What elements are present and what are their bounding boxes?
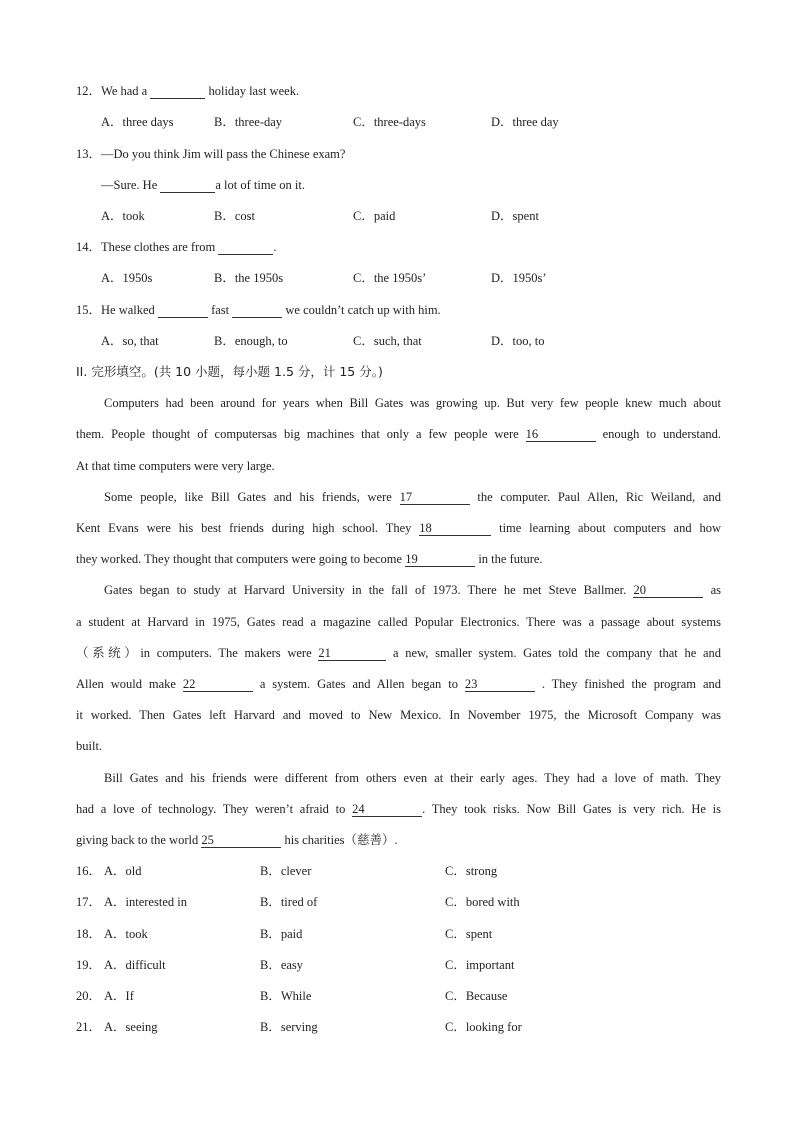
cloze-blank-20: 20 bbox=[633, 583, 703, 598]
option-b: B．paid bbox=[260, 927, 303, 941]
option-a: A．interested in bbox=[104, 895, 187, 909]
cloze-blank-25: 25 bbox=[201, 833, 281, 848]
cloze-blank-17: 17 bbox=[400, 490, 470, 505]
cloze-blank-16: 16 bbox=[526, 427, 596, 442]
option-d: D．1950s’ bbox=[491, 271, 547, 285]
passage-text: a new, smaller system. Gates told the company that he and bbox=[393, 646, 721, 660]
passage-text: . They finished the program and bbox=[541, 677, 722, 691]
answer-blank bbox=[160, 178, 215, 193]
question-number: 18． bbox=[76, 927, 102, 941]
question-13 bbox=[76, 146, 345, 162]
cloze-blank-22: 22 bbox=[183, 677, 253, 692]
question-number: 12． bbox=[76, 84, 102, 98]
option-c: C．the 1950s’ bbox=[353, 271, 427, 285]
cloze-blank-19: 19 bbox=[405, 552, 475, 567]
question-number: 15． bbox=[76, 303, 102, 317]
passage-line: a student at Harvard in 1975, Gates read a magazine called Popular Electronics. There was a passage about systems bbox=[76, 615, 721, 629]
option-b: B．While bbox=[260, 989, 312, 1003]
option-c: C．paid bbox=[353, 209, 396, 223]
passage-line bbox=[76, 426, 721, 442]
passage-line: it worked. Then Gates left Harvard and moved to New Mexico. In November 1975, the Microsoft Company was bbox=[76, 708, 721, 722]
question-stem: —Sure. He bbox=[101, 178, 158, 192]
option-a: A．took bbox=[104, 927, 148, 941]
option-c: C．bored with bbox=[445, 895, 520, 909]
option-c: C．Because bbox=[445, 989, 508, 1003]
option-b: B．clever bbox=[260, 864, 312, 878]
passage-line bbox=[104, 582, 721, 598]
passage-line bbox=[76, 676, 721, 692]
passage-text: had a love of technology. They weren’t afraid to bbox=[76, 802, 346, 816]
question-number: 14． bbox=[76, 240, 102, 254]
option-b: B．tired of bbox=[260, 895, 318, 909]
passage-line bbox=[76, 645, 721, 661]
passage-text: giving back to the world bbox=[76, 833, 199, 847]
question-15 bbox=[76, 302, 441, 318]
answer-blank bbox=[150, 84, 205, 99]
option-c: C．spent bbox=[445, 927, 493, 941]
passage-line bbox=[76, 832, 721, 848]
question-number: 16． bbox=[76, 864, 102, 878]
section-title: II. 完形填空。(共 10 小题，每小题 1.5 分，计 15 分。) bbox=[76, 364, 383, 379]
passage-line bbox=[76, 520, 721, 536]
option-c: C．such, that bbox=[353, 334, 422, 348]
question-number: 17． bbox=[76, 895, 102, 909]
option-c: C．looking for bbox=[445, 1020, 522, 1034]
option-b: B．easy bbox=[260, 958, 304, 972]
question-number: 19． bbox=[76, 958, 102, 972]
passage-text: Kent Evans were his best friends during high school. They bbox=[76, 521, 412, 535]
option-c: C．important bbox=[445, 958, 515, 972]
option-c: C．three-days bbox=[353, 115, 426, 129]
question-stem: holiday last week. bbox=[208, 84, 300, 98]
question-14 bbox=[76, 239, 276, 255]
passage-text: Gates began to study at Harvard University in the fall of 1973. There he met Steve Ballmer. bbox=[104, 583, 627, 597]
passage-text: his charities（慈善）. bbox=[284, 833, 398, 847]
question-number: 13． bbox=[76, 147, 102, 161]
option-a: A．difficult bbox=[104, 958, 166, 972]
option-c: C．strong bbox=[445, 864, 498, 878]
answer-blank bbox=[218, 240, 273, 255]
option-b: B．the 1950s bbox=[214, 271, 284, 285]
cloze-blank-24: 24 bbox=[352, 802, 422, 817]
passage-text: Allen would make bbox=[76, 677, 176, 691]
passage-line: Computers had been around for years when Bill Gates was growing up. But very few people knew much about bbox=[104, 396, 721, 410]
passage-text: time learning about computers and how bbox=[499, 521, 721, 535]
passage-text: in the future. bbox=[478, 552, 543, 566]
option-a: A．so, that bbox=[101, 334, 159, 348]
option-a: A．old bbox=[104, 864, 142, 878]
passage-text: a system. Gates and Allen began to bbox=[259, 677, 458, 691]
answer-blank bbox=[232, 303, 282, 318]
option-a: A．three days bbox=[101, 115, 174, 129]
question-number: 20． bbox=[76, 989, 102, 1003]
passage-text: they worked. They thought that computers were going to become bbox=[76, 552, 403, 566]
option-b: B．enough, to bbox=[214, 334, 288, 348]
question-stem: we couldn’t catch up with him. bbox=[285, 303, 441, 317]
cloze-blank-23: 23 bbox=[465, 677, 535, 692]
question-stem: a lot of time on it. bbox=[215, 178, 305, 192]
passage-text: （系统）in computers. The makers were bbox=[76, 646, 312, 660]
answer-blank bbox=[158, 303, 208, 318]
cloze-blank-21: 21 bbox=[318, 646, 386, 661]
question-stem: He walked bbox=[101, 303, 155, 317]
passage-line: Bill Gates and his friends were different from others even at their early ages. They had a love of math. They bbox=[104, 771, 721, 785]
passage-line bbox=[76, 801, 721, 817]
passage-line bbox=[76, 551, 721, 567]
question-stem: . bbox=[273, 240, 277, 254]
passage-text: enough to understand. bbox=[602, 427, 722, 441]
passage-line: built. bbox=[76, 739, 103, 753]
option-b: B．serving bbox=[260, 1020, 318, 1034]
passage-line bbox=[104, 489, 721, 505]
question-stem: These clothes are from bbox=[101, 240, 216, 254]
option-a: A．seeing bbox=[104, 1020, 158, 1034]
question-stem: fast bbox=[211, 303, 230, 317]
option-a: A．took bbox=[101, 209, 145, 223]
option-d: D．three day bbox=[491, 115, 559, 129]
option-b: B．three-day bbox=[214, 115, 283, 129]
question-number: 21． bbox=[76, 1020, 102, 1034]
passage-text: them. People thought of computersas big machines that only a few people were bbox=[76, 427, 519, 441]
question-stem: —Do you think Jim will pass the Chinese exam? bbox=[101, 147, 346, 161]
cloze-blank-18: 18 bbox=[419, 521, 491, 536]
passage-line: At that time computers were very large. bbox=[76, 459, 275, 473]
question-stem: We had a bbox=[101, 84, 148, 98]
option-d: D．too, to bbox=[491, 334, 545, 348]
question-13-reply bbox=[101, 177, 305, 193]
passage-text: as bbox=[710, 583, 722, 597]
option-d: D．spent bbox=[491, 209, 539, 223]
option-b: B．cost bbox=[214, 209, 255, 223]
passage-text: Some people, like Bill Gates and his friends, were bbox=[104, 490, 392, 504]
passage-text: the computer. Paul Allen, Ric Weiland, and bbox=[477, 490, 722, 504]
option-a: A．1950s bbox=[101, 271, 153, 285]
passage-text: . They took risks. Now Bill Gates is very rich. He is bbox=[422, 802, 722, 816]
question-12 bbox=[76, 83, 299, 99]
option-a: A．If bbox=[104, 989, 134, 1003]
